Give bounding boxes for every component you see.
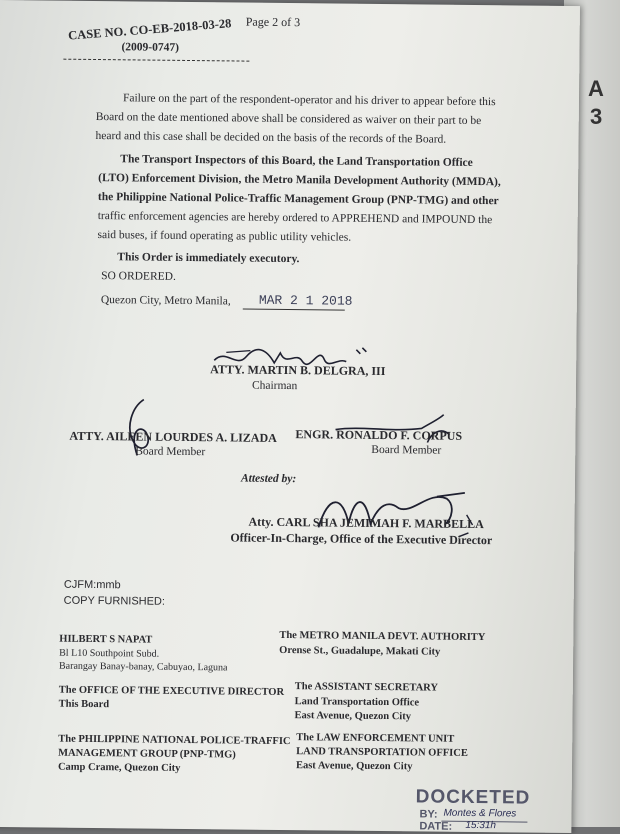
para1-line: Board on the date mentioned above shall be considered as waiver on their part to be: [95, 111, 482, 128]
so-ordered: SO ORDERED.: [101, 270, 176, 283]
edge-letter: 3: [590, 104, 603, 129]
recipient-line: The PHILIPPINE NATIONAL POLICE-TRAFFIC: [58, 733, 291, 748]
oic-name: Atty. CARL SHA JEMIMAH F. MARBELLA: [248, 514, 484, 532]
docketed-stamp-title: DOCKETED: [415, 786, 531, 809]
recipient-line: MANAGEMENT GROUP (PNP-TMG): [58, 747, 236, 761]
attested-by-label: Attested by:: [240, 472, 297, 486]
oic-title: Officer-In-Charge, Office of the Executive Director: [230, 530, 493, 548]
edge-letter: A: [588, 76, 604, 101]
header-divider: [63, 59, 249, 62]
recipient-line: Bl L10 Southpoint Subd.: [59, 647, 160, 660]
chairman-name: ATTY. MARTIN B. DELGRA, III: [210, 362, 386, 379]
recipient-line: This Board: [58, 698, 110, 711]
case-sub-number: (2009-0747): [121, 41, 180, 54]
stamp-date-value: 15:31h: [465, 819, 497, 832]
recipient-line: Camp Crame, Quezon City: [57, 761, 181, 774]
recipient-line: The LAW ENFORCEMENT UNIT: [296, 732, 455, 745]
recipient-line: Barangay Banay-banay, Cabuyao, Laguna: [58, 660, 228, 674]
para2-line: (LTO) Enforcement Division, the Metro Manila Development Authority (MMDA),: [98, 172, 501, 189]
stamp-by-label: BY:: [419, 808, 438, 821]
para2-line: said buses, if found operating as public utility vehicles.: [97, 229, 352, 244]
initials: CJFM:mmb: [63, 578, 121, 592]
para1-line: heard and this case shall be decided on the basis of the records of the Board.: [95, 130, 447, 146]
place-of-signing: Quezon City, Metro Manila,: [100, 294, 231, 308]
date-underline: [243, 309, 345, 311]
page-number: Page 2 of 3: [245, 14, 301, 30]
recipient-line: Land Transportation Office: [294, 696, 420, 709]
recipient-line: The OFFICE OF THE EXECUTIVE DIRECTOR: [58, 684, 285, 699]
date-stamp: MAR 2 1 2018: [258, 292, 353, 309]
recipient-line: HILBERT S NAPAT: [59, 633, 153, 646]
para2-line: The Transport Inspectors of this Board, the Land Transportation Office: [120, 153, 473, 169]
para1-line: Failure on the part of the respondent-operator and his driver to appear before this: [122, 92, 496, 109]
member2-title: Board Member: [371, 443, 442, 457]
recipient-line: East Avenue, Quezon City: [295, 760, 413, 773]
recipient-line: East Avenue, Quezon City: [294, 710, 412, 723]
recipient-line: The ASSISTANT SECRETARY: [294, 681, 439, 694]
recipient-line: The METRO MANILA DEVT. AUTHORITY: [279, 629, 486, 644]
para2-line: the Philippine National Police-Traffic Management Group (PNP-TMG) and other: [97, 191, 499, 208]
case-number: CASE NO. CO-EB-2018-03-28: [67, 16, 232, 43]
copy-furnished-heading: COPY FURNISHED:: [63, 594, 166, 608]
executory-statement: This Order is immediately executory.: [117, 251, 300, 266]
recipient-line: LAND TRANSPORTATION OFFICE: [296, 746, 468, 759]
stamp-by-value: Montes & Flores: [443, 807, 517, 820]
para2-line: traffic enforcement agencies are hereby ordered to APPREHEND and IMPOUND the: [97, 210, 493, 227]
recipient-line: Orense St., Guadalupe, Makati City: [279, 644, 441, 658]
member1-title: Board Member: [135, 445, 206, 459]
member2-name: ENGR. RONALDO F. CORPUS: [295, 427, 463, 443]
stamp-date-label: DATE:: [419, 820, 453, 833]
chairman-title: Chairman: [251, 379, 298, 393]
member1-name: ATTY. AILEEN LOURDES A. LIZADA: [69, 428, 277, 445]
